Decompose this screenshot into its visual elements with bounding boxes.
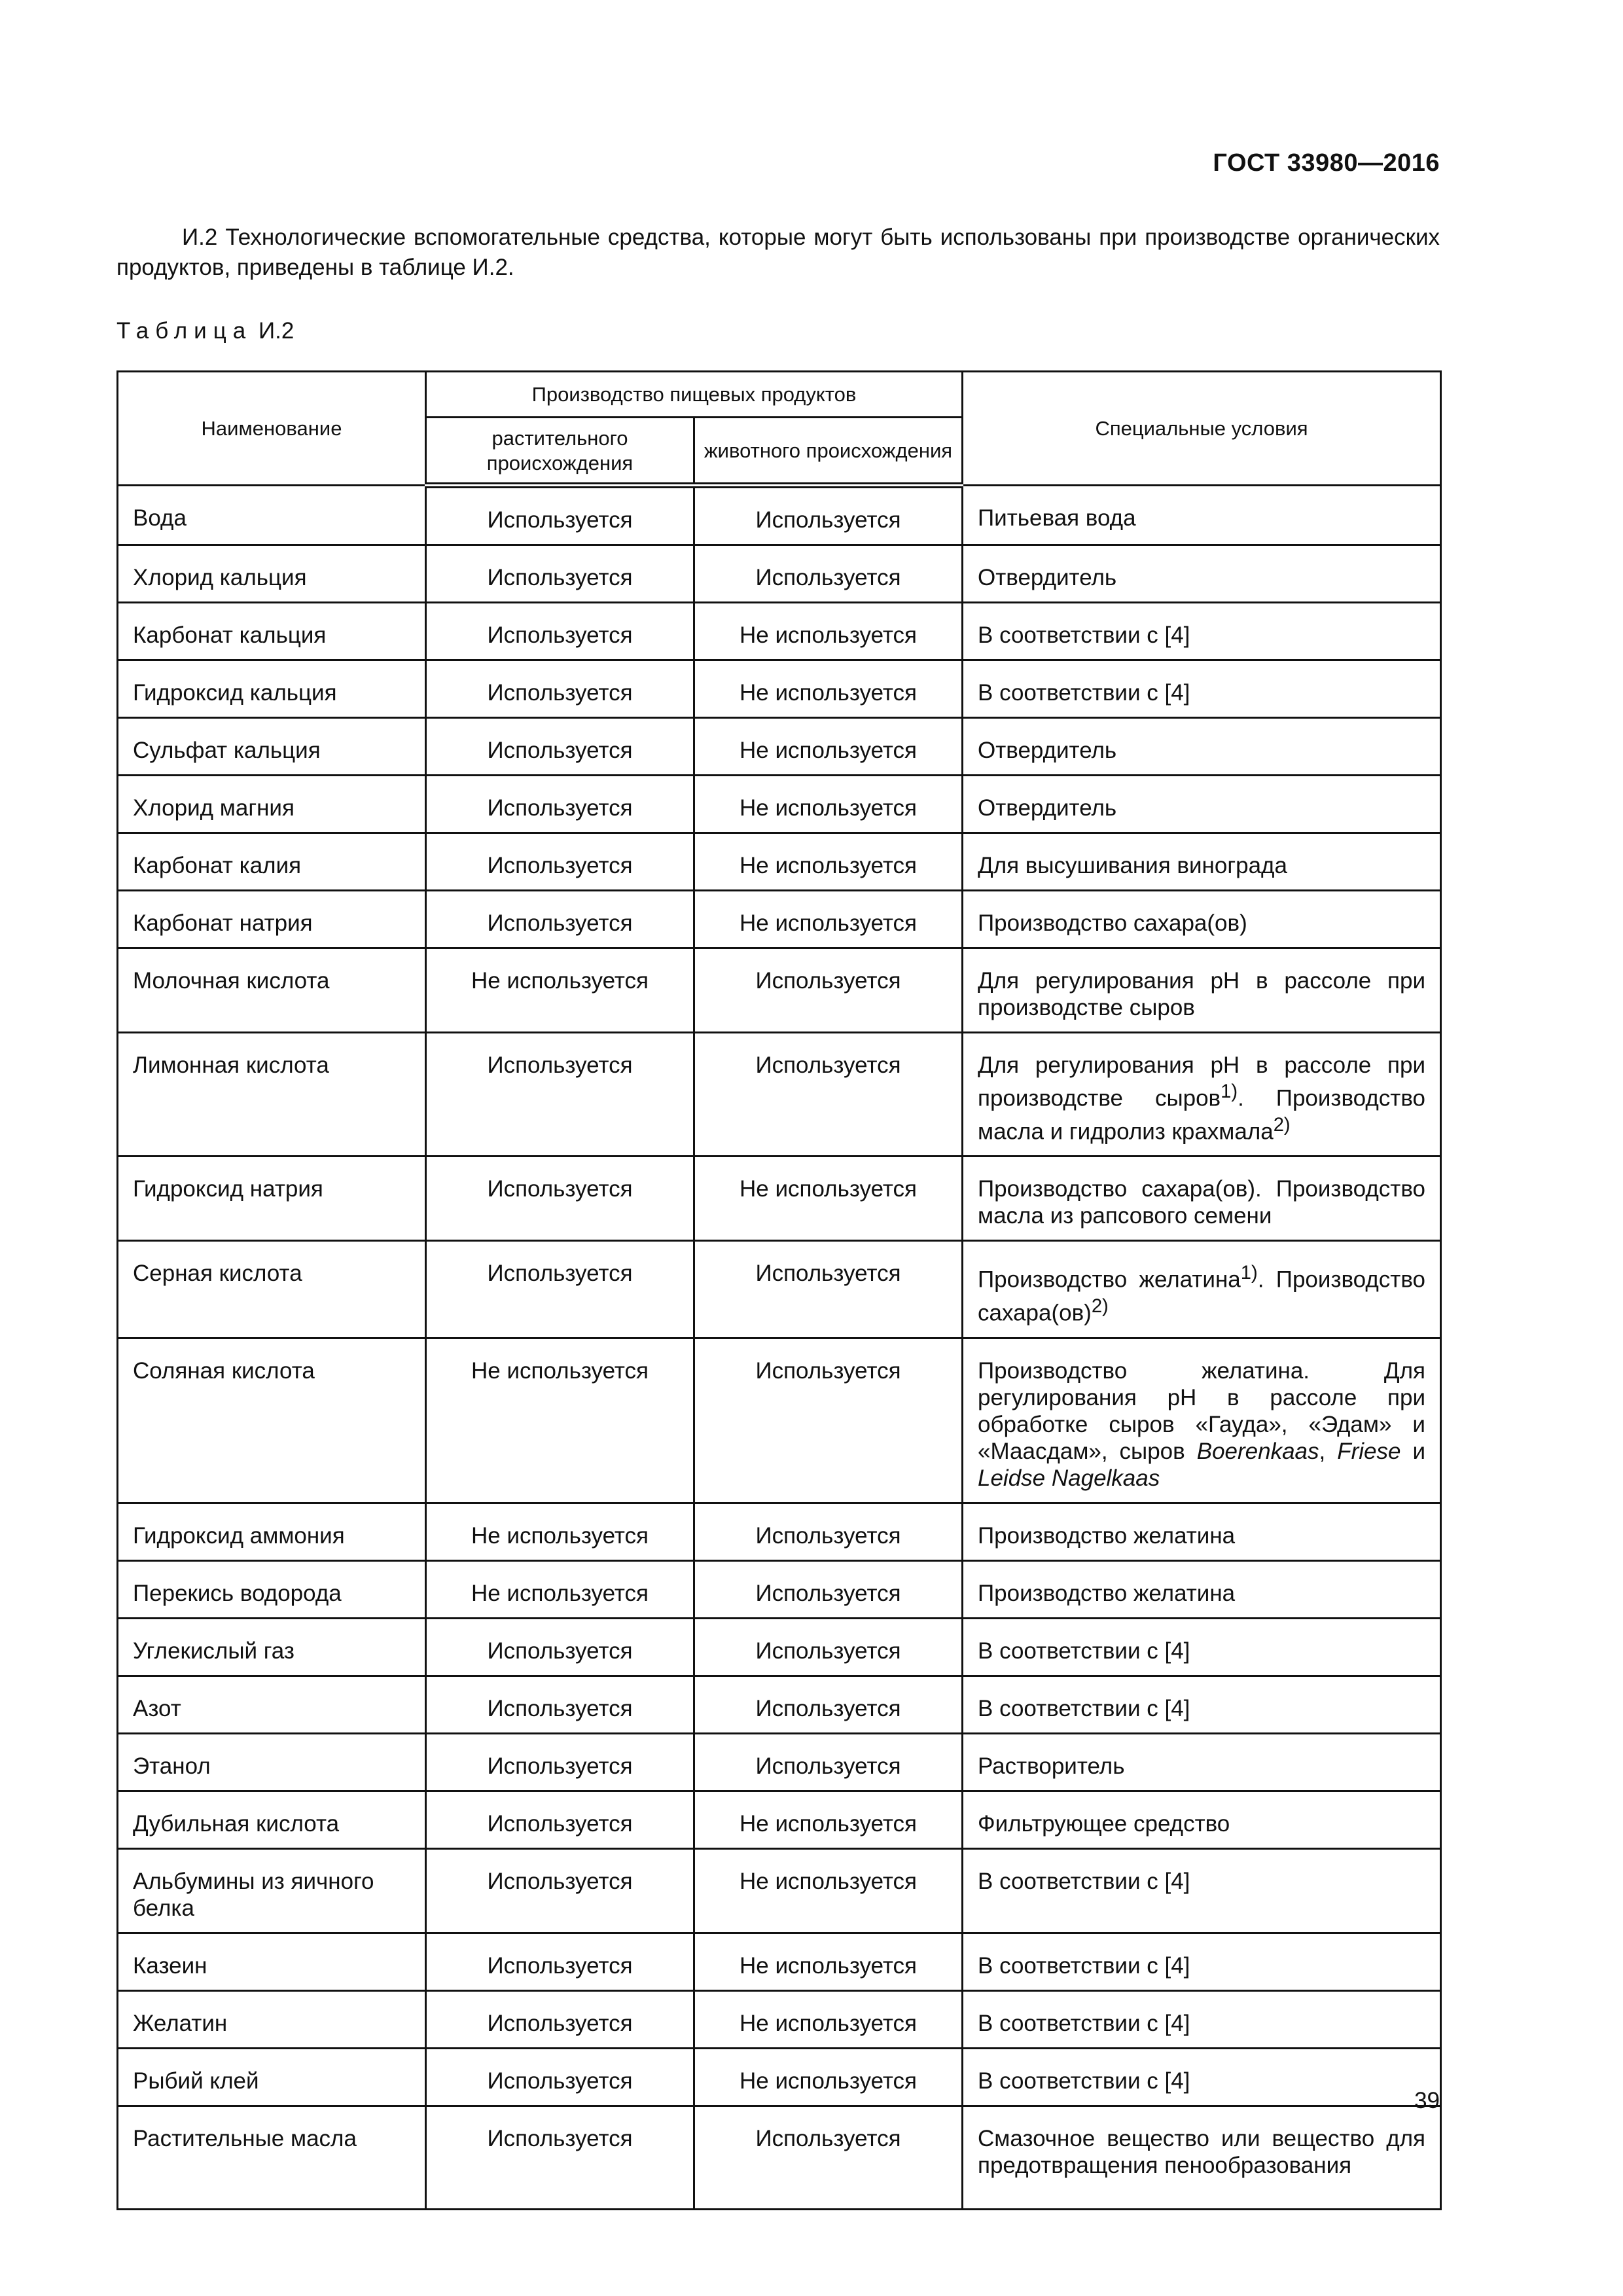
table-row bbox=[118, 833, 1441, 891]
cell-plant-usage: Используется bbox=[426, 1157, 694, 1241]
table-row bbox=[118, 1503, 1441, 1560]
cell-plant-usage: Используется bbox=[426, 891, 694, 948]
table-body bbox=[118, 486, 1441, 2210]
document-code: ГОСТ 33980—2016 bbox=[1213, 149, 1440, 177]
cell-plant-usage: Не используется bbox=[426, 1338, 694, 1503]
cell-animal-usage: Не используется bbox=[694, 1990, 963, 2048]
cell-name: Альбумины из яичного белка bbox=[118, 1848, 426, 1933]
cell-animal-usage: Не используется bbox=[694, 603, 963, 660]
cheese-name: Leidse Nagelkaas bbox=[978, 1465, 1160, 1491]
cell-animal-usage: Используется bbox=[694, 948, 963, 1033]
cell-name: Рыбий клей bbox=[118, 2048, 426, 2106]
conditions-text: Растворитель bbox=[978, 1753, 1125, 1779]
cell-plant-usage: Не используется bbox=[426, 1560, 694, 1618]
cell-name: Азот bbox=[118, 1676, 426, 1733]
conditions-text: Отвердитель bbox=[978, 565, 1117, 590]
cell-name: Гидроксид аммония bbox=[118, 1503, 426, 1560]
cell-name: Хлорид магния bbox=[118, 776, 426, 833]
header-plant-origin: растительного происхождения bbox=[426, 418, 694, 486]
cell-name: Карбонат натрия bbox=[118, 891, 426, 948]
table-row bbox=[118, 1733, 1441, 1791]
cell-conditions bbox=[963, 1733, 1441, 1791]
cell-name: Хлорид кальция bbox=[118, 545, 426, 603]
cell-conditions bbox=[963, 1503, 1441, 1560]
conditions-text: Производство желатина bbox=[978, 1266, 1241, 1293]
table-row bbox=[118, 545, 1441, 603]
header-animal-origin: животного происхождения bbox=[694, 418, 963, 486]
cell-conditions bbox=[963, 1241, 1441, 1338]
cell-plant-usage: Не используется bbox=[426, 948, 694, 1033]
footnote-mark: 2) bbox=[1273, 1114, 1291, 1136]
cell-conditions bbox=[963, 1560, 1441, 1618]
table-row bbox=[118, 1791, 1441, 1848]
cell-name: Серная кислота bbox=[118, 1241, 426, 1338]
conditions-text: В соответствии с [4] bbox=[978, 1695, 1190, 1721]
cell-plant-usage: Используется bbox=[426, 1791, 694, 1848]
conditions-text: В соответствии с [4] bbox=[978, 622, 1190, 648]
cell-plant-usage: Используется bbox=[426, 1733, 694, 1791]
cell-name: Молочная кислота bbox=[118, 948, 426, 1033]
table-row bbox=[118, 1033, 1441, 1157]
table-row bbox=[118, 948, 1441, 1033]
cell-plant-usage: Используется bbox=[426, 718, 694, 776]
cell-conditions bbox=[963, 1618, 1441, 1676]
cell-plant-usage: Используется bbox=[426, 545, 694, 603]
cell-name: Вода bbox=[118, 486, 426, 545]
conditions-text: Производство желатина. Для регулирования pH в рассоле при обработке сыров «Гауда», «Эдам» и «Маасдам», сыров bbox=[978, 1357, 1425, 1464]
cell-conditions bbox=[963, 660, 1441, 718]
cell-plant-usage: Используется bbox=[426, 1033, 694, 1157]
cell-name: Лимонная кислота bbox=[118, 1033, 426, 1157]
cell-name: Этанол bbox=[118, 1733, 426, 1791]
conditions-text: В соответствии с [4] bbox=[978, 2068, 1190, 2094]
page-number: 39 bbox=[1414, 2088, 1440, 2113]
cell-animal-usage: Не используется bbox=[694, 776, 963, 833]
cell-plant-usage: Используется bbox=[426, 486, 694, 545]
cell-plant-usage: Используется bbox=[426, 2048, 694, 2106]
cell-plant-usage: Используется bbox=[426, 1241, 694, 1338]
table-row bbox=[118, 718, 1441, 776]
conditions-text: Смазочное вещество или вещество для предотвращения пенообразования bbox=[978, 2125, 1425, 2178]
table-row bbox=[118, 660, 1441, 718]
cell-animal-usage: Не используется bbox=[694, 1157, 963, 1241]
footnote-mark: 1) bbox=[1240, 1263, 1258, 1284]
conditions-text: Для регулирования pH в рассоле при производстве сыров bbox=[978, 1052, 1425, 1111]
table-row bbox=[118, 2106, 1441, 2209]
cell-name: Перекись водорода bbox=[118, 1560, 426, 1618]
conditions-text: Для регулирования pH в рассоле при производстве сыров bbox=[978, 968, 1425, 1020]
table-row bbox=[118, 486, 1441, 545]
cheese-name: Boerenkaas bbox=[1196, 1438, 1319, 1464]
cell-animal-usage: Не используется bbox=[694, 891, 963, 948]
conditions-text-cont: . Производство сахара(ов) bbox=[978, 1266, 1426, 1326]
cell-animal-usage: Не используется bbox=[694, 1791, 963, 1848]
table-row bbox=[118, 1676, 1441, 1733]
cell-name: Соляная кислота bbox=[118, 1338, 426, 1503]
cell-animal-usage: Используется bbox=[694, 1560, 963, 1618]
table-row bbox=[118, 1157, 1441, 1241]
conditions-text: Для высушивания винограда bbox=[978, 853, 1287, 878]
cell-conditions bbox=[963, 1990, 1441, 2048]
cell-name: Казеин bbox=[118, 1933, 426, 1990]
cell-conditions bbox=[963, 718, 1441, 776]
cell-plant-usage: Используется bbox=[426, 833, 694, 891]
table-row bbox=[118, 1990, 1441, 2048]
cell-animal-usage: Используется bbox=[694, 545, 963, 603]
cell-plant-usage: Используется bbox=[426, 603, 694, 660]
table-row bbox=[118, 1933, 1441, 1990]
cell-animal-usage: Не используется bbox=[694, 833, 963, 891]
cell-plant-usage: Используется bbox=[426, 660, 694, 718]
cell-conditions bbox=[963, 1933, 1441, 1990]
cell-animal-usage: Используется bbox=[694, 486, 963, 545]
cell-name: Карбонат калия bbox=[118, 833, 426, 891]
conditions-text: В соответствии с [4] bbox=[978, 2010, 1190, 2036]
cell-animal-usage: Используется bbox=[694, 1676, 963, 1733]
footnote-mark: 1) bbox=[1221, 1081, 1238, 1102]
table-caption-word: Таблица bbox=[116, 318, 253, 344]
cell-name: Карбонат кальция bbox=[118, 603, 426, 660]
cell-animal-usage: Используется bbox=[694, 1503, 963, 1560]
table-row bbox=[118, 891, 1441, 948]
cell-animal-usage: Используется bbox=[694, 1033, 963, 1157]
separator-text: , bbox=[1319, 1438, 1338, 1464]
cell-animal-usage: Используется bbox=[694, 2106, 963, 2209]
conditions-text: В соответствии с [4] bbox=[978, 1868, 1190, 1894]
cell-conditions bbox=[963, 948, 1441, 1033]
cell-animal-usage: Не используется bbox=[694, 2048, 963, 2106]
cell-animal-usage: Используется bbox=[694, 1618, 963, 1676]
conditions-text: Питьевая вода bbox=[978, 505, 1136, 531]
cell-plant-usage: Используется bbox=[426, 776, 694, 833]
conditions-text: Производство желатина bbox=[978, 1522, 1236, 1549]
cell-conditions bbox=[963, 891, 1441, 948]
cell-conditions bbox=[963, 776, 1441, 833]
table-row bbox=[118, 1618, 1441, 1676]
conditions-text: Производство сахара(ов). Производство масла из рапсового семени bbox=[978, 1176, 1425, 1229]
conditions-text: Производство сахара(ов) bbox=[978, 910, 1247, 936]
conditions-text: Фильтрующее средство bbox=[978, 1810, 1230, 1837]
header-production: Производство пищевых продуктов bbox=[426, 372, 963, 418]
conditions-text: В соответствии с [4] bbox=[978, 1638, 1190, 1664]
table-caption-number: И.2 bbox=[258, 318, 294, 344]
cell-conditions bbox=[963, 1791, 1441, 1848]
cell-animal-usage: Используется bbox=[694, 1733, 963, 1791]
cell-name: Желатин bbox=[118, 1990, 426, 2048]
cell-conditions bbox=[963, 603, 1441, 660]
separator-text: и bbox=[1400, 1438, 1425, 1464]
cell-conditions bbox=[963, 833, 1441, 891]
table-caption bbox=[116, 318, 294, 344]
cell-conditions bbox=[963, 1033, 1441, 1157]
cell-animal-usage: Не используется bbox=[694, 1933, 963, 1990]
cell-conditions bbox=[963, 1338, 1441, 1503]
conditions-text: В соответствии с [4] bbox=[978, 1952, 1190, 1979]
table-row bbox=[118, 1848, 1441, 1933]
footnote-mark: 2) bbox=[1091, 1295, 1109, 1317]
cheese-name: Friese bbox=[1337, 1438, 1401, 1464]
cell-plant-usage: Используется bbox=[426, 2106, 694, 2209]
cell-conditions bbox=[963, 1848, 1441, 1933]
conditions-text: Отвердитель bbox=[978, 738, 1117, 763]
cell-animal-usage: Не используется bbox=[694, 1848, 963, 1933]
cell-name: Углекислый газ bbox=[118, 1618, 426, 1676]
auxiliary-agents-table bbox=[116, 370, 1442, 2210]
cell-animal-usage: Используется bbox=[694, 1241, 963, 1338]
cell-animal-usage: Не используется bbox=[694, 660, 963, 718]
cell-name: Дубильная кислота bbox=[118, 1791, 426, 1848]
cell-plant-usage: Используется bbox=[426, 1618, 694, 1676]
cell-name: Гидроксид натрия bbox=[118, 1157, 426, 1241]
cell-conditions bbox=[963, 2106, 1441, 2209]
cell-animal-usage: Не используется bbox=[694, 718, 963, 776]
header-conditions: Специальные условия bbox=[963, 372, 1441, 486]
cell-name: Сульфат кальция bbox=[118, 718, 426, 776]
table-row bbox=[118, 2048, 1441, 2106]
table-row bbox=[118, 603, 1441, 660]
conditions-text: В соответствии с [4] bbox=[978, 680, 1190, 706]
header-name: Наименование bbox=[118, 372, 426, 486]
cell-plant-usage: Используется bbox=[426, 1990, 694, 2048]
conditions-text-cont: . Производство масла и гидролиз крахмала bbox=[978, 1085, 1425, 1145]
cell-conditions bbox=[963, 1157, 1441, 1241]
cell-conditions bbox=[963, 2048, 1441, 2106]
cell-name: Растительные масла bbox=[118, 2106, 426, 2209]
cell-plant-usage: Используется bbox=[426, 1676, 694, 1733]
cell-conditions bbox=[963, 545, 1441, 603]
cell-animal-usage: Используется bbox=[694, 1338, 963, 1503]
cell-conditions bbox=[963, 486, 1441, 545]
table-row bbox=[118, 1560, 1441, 1618]
intro-paragraph: И.2 Технологические вспомогательные средства, которые могут быть использованы при производстве органических продуктов, приведены в таблице И.2. bbox=[116, 224, 1440, 280]
cell-name: Гидроксид кальция bbox=[118, 660, 426, 718]
cell-plant-usage: Используется bbox=[426, 1848, 694, 1933]
table-row bbox=[118, 776, 1441, 833]
table-row bbox=[118, 1338, 1441, 1503]
cell-plant-usage: Используется bbox=[426, 1933, 694, 1990]
conditions-text: Производство желатина bbox=[978, 1580, 1236, 1606]
table-row bbox=[118, 1241, 1441, 1338]
cell-plant-usage: Не используется bbox=[426, 1503, 694, 1560]
cell-conditions bbox=[963, 1676, 1441, 1733]
conditions-text: Отвердитель bbox=[978, 795, 1117, 821]
